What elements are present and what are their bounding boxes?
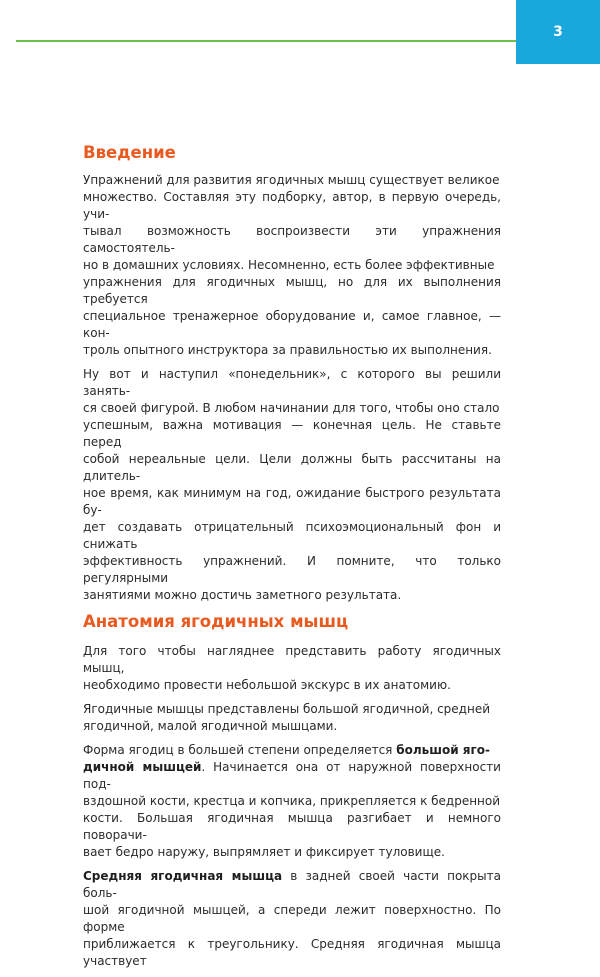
- page-number-tab: [516, 0, 600, 64]
- section-heading: Введение: [83, 143, 176, 162]
- page-number: 3: [553, 24, 563, 40]
- paragraph: [83, 868, 501, 970]
- page-content: [83, 142, 501, 977]
- text-run: . Начинается она от наружной поверхности под- вздошной кости, крестца и копчика, прикрепляется к бедренной кости. Большая ягодичная мышца разгибает и немного поворачи- вает бедро наружу, выпрямляет и фиксирует туловище.: [83, 760, 501, 859]
- header-rule: [16, 40, 520, 42]
- paragraph: [83, 742, 501, 861]
- section-introduction: [83, 142, 501, 604]
- section-anatomy: [83, 611, 501, 970]
- bold-term: Средняя ягодичная мышца: [83, 869, 283, 883]
- text-run: в задней своей части покрыта боль- шой ягодичной мышцей, а спереди лежит поверхностно. По форме приближается к треугольнику. Средняя ягодичная мышца участвует: [83, 869, 501, 968]
- bold-term: большой яго- дичной мышцей: [83, 743, 490, 774]
- paragraph: Упражнений для развития ягодичных мышц существует великое множество. Составляя эту подборку, автор, в первую очередь, учи- тывал возможность воспроизвести эти упражнения самостоятель- но в домашних условиях. Несомненно, есть более эффективные упражнения для ягодичных мышц, но для их выполнения требуется специальное тренажерное оборудование и, самое главное, — кон- троль опытного инструктора за правильностью их выполнения.: [83, 173, 501, 357]
- paragraph: Ну вот и наступил «понедельник», с которого вы решили занять- ся своей фигурой. В любом начинании для того, чтобы оно стало успешным, важна мотивация — конечная цель. Не ставьте перед собой нереальные цели. Цели должны быть рассчитаны на длитель- ное время, как минимум на год, ожидание быстрого результата бу- дет создавать отрицательный психоэмоциональный фон и снижать эффективность упражнений. И помните, что только регулярными занятиями можно достичь заметного результата.: [83, 367, 501, 602]
- paragraph: Ягодичные мышцы представлены большой ягодичной, средней ягодичной, малой ягодичной мышцами.: [83, 702, 491, 733]
- text-run: Форма ягодиц в большей степени определяется: [83, 743, 397, 757]
- section-heading: Анатомия ягодичных мышц: [83, 612, 349, 631]
- paragraph: Для того чтобы нагляднее представить работу ягодичных мышц, необходимо провести небольшой экскурс в их анатомию.: [83, 644, 501, 692]
